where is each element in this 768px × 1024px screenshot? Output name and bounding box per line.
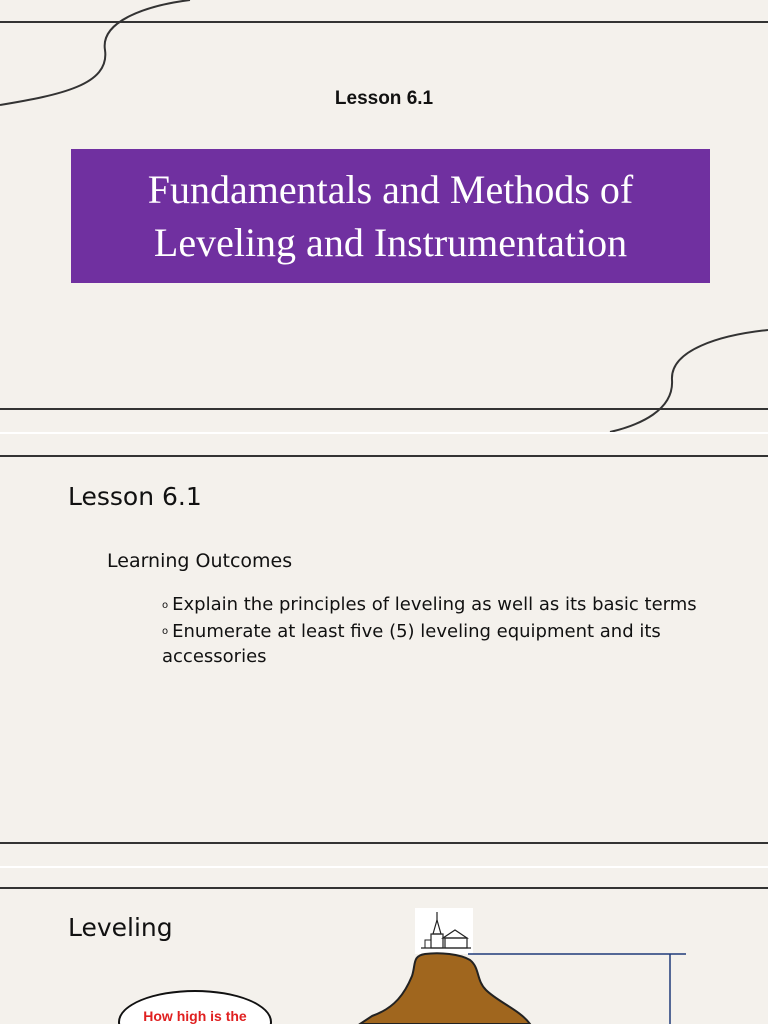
slide-leveling <box>0 868 768 1024</box>
slide-learning-outcomes <box>0 434 768 866</box>
slide-title <box>0 0 768 432</box>
title-line-2: Leveling and Instrumentation <box>153 220 628 265</box>
outcome-text: Explain the principles of leveling as well as its basic terms <box>172 594 697 615</box>
hill-illustration <box>0 868 768 1024</box>
section-heading: Learning Outcomes <box>107 550 293 572</box>
list-item <box>162 619 702 670</box>
bullet-icon: o <box>162 626 169 637</box>
callout-text: How high is the <box>143 1008 247 1024</box>
outcomes-list <box>162 592 702 670</box>
lesson-label: Lesson 6.1 <box>334 88 434 109</box>
list-item <box>162 592 702 618</box>
slide-heading: Leveling <box>68 913 173 942</box>
page-title <box>148 163 634 269</box>
title-banner <box>71 149 710 283</box>
outcome-text: Enumerate at least five (5) leveling equipment and its accessories <box>162 620 661 667</box>
title-line-1: Fundamentals and Methods of <box>147 167 634 212</box>
bullet-icon: o <box>162 599 169 611</box>
slide-heading: Lesson 6.1 <box>68 482 202 511</box>
